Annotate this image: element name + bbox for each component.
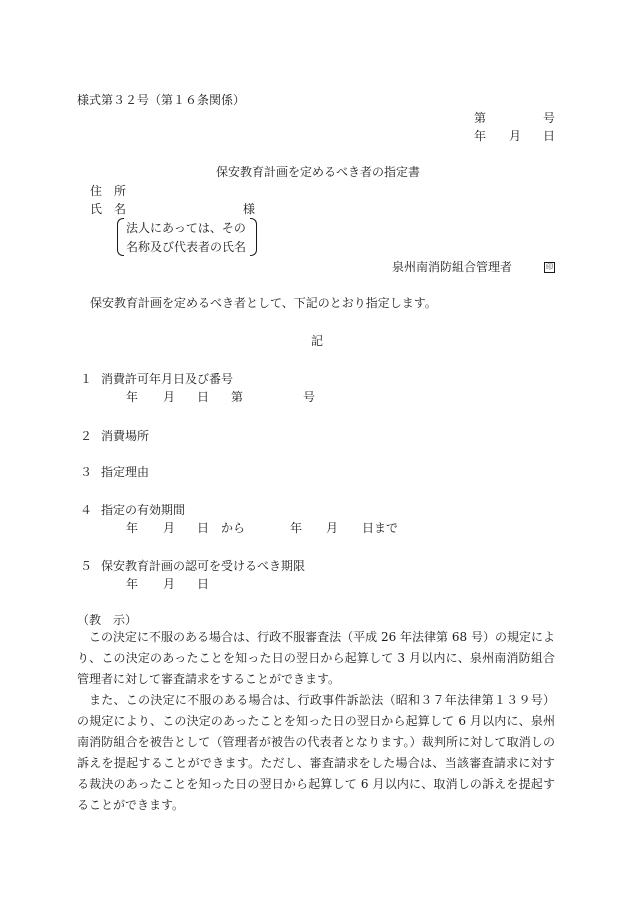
item-4-from-day: 日 から (197, 521, 246, 535)
left-bracket (117, 218, 124, 256)
doc-number-dai: 第 (474, 111, 487, 125)
item-5-month: 月 (163, 577, 176, 591)
item-2-number: ２ (80, 429, 93, 443)
item-5-day: 日 (197, 577, 210, 591)
corp-note-line2: 名称及び代表者の氏名 (126, 240, 247, 254)
seal-mark: 印 (546, 263, 553, 271)
doc-date-month: 月 (509, 129, 522, 143)
doc-date-year: 年 (474, 129, 487, 143)
item-1-label: 消費許可年月日及び番号 (101, 372, 234, 386)
item-4-to-year: 年 (290, 521, 303, 535)
page-title: 保安教育計画を定めるべき者の指定書 (216, 165, 421, 179)
notice-paragraph-1: この決定に不服のある場合は、行政不服審査法（平成 26 年法律第 68 号）の規定により、この決定のあったことを知った日の翌日から起算して 3 月以内に、泉州南消防組合管理者に対して審査請求をすることができます。 (77, 630, 555, 686)
doc-date-day: 日 (543, 129, 556, 143)
item-5-label: 保安教育計画の認可を受けるべき期限 (101, 559, 306, 573)
item-1-month: 月 (163, 390, 176, 404)
item-4-to-month: 月 (326, 521, 339, 535)
doc-number-go: 号 (543, 111, 556, 125)
item-1-number: １ (80, 372, 93, 386)
honorific: 様 (243, 202, 256, 216)
item-3-label: 指定理由 (101, 465, 150, 479)
ki-label: 記 (311, 334, 324, 348)
item-4-from-month: 月 (163, 521, 176, 535)
right-bracket (250, 218, 257, 256)
address-label: 住 所 (90, 184, 127, 198)
name-label: 氏 名 (90, 202, 127, 216)
item-1-day: 日 (197, 390, 210, 404)
notice-body (77, 627, 555, 816)
item-5-year: 年 (126, 577, 139, 591)
corp-note-bracket (117, 218, 257, 258)
item-4-from-year: 年 (126, 521, 139, 535)
item-2-label: 消費場所 (101, 429, 150, 443)
item-3-number: ３ (80, 465, 93, 479)
issuer-name: 泉州南消防組合管理者 (392, 260, 513, 274)
item-1-go: 号 (303, 390, 316, 404)
item-1-year: 年 (126, 390, 139, 404)
item-5-number: ５ (80, 559, 93, 573)
notice-paragraph-2: また、この決定に不服のある場合は、行政事件訴訟法（昭和３７年法律第１３９号）の規定により、この決定のあったことを知った日の翌日から起算して 6 月以内に、泉州南消防組合を被告として（管理者が被告の代表者となります。）裁判所に対して取消しの訴えを提起することができます。ただし、審査請求をした場合は、当該審査請求に対する裁決のあったことを知った日の翌日から起算して 6 月以内に、取消しの訴えを提起することができます。 (77, 693, 555, 812)
item-4-to-day: 日まで (362, 521, 399, 535)
intro-text: 保安教育計画を定めるべき者として、下記のとおり指定します。 (90, 296, 437, 310)
item-1-dai: 第 (231, 390, 244, 404)
notice-heading: （教 示） (77, 613, 138, 627)
form-label: 様式第３２号（第１６条関係） (77, 93, 246, 107)
item-4-label: 指定の有効期間 (101, 503, 186, 517)
corp-note-line1: 法人にあっては、その (126, 221, 246, 235)
item-4-number: ４ (80, 503, 93, 517)
